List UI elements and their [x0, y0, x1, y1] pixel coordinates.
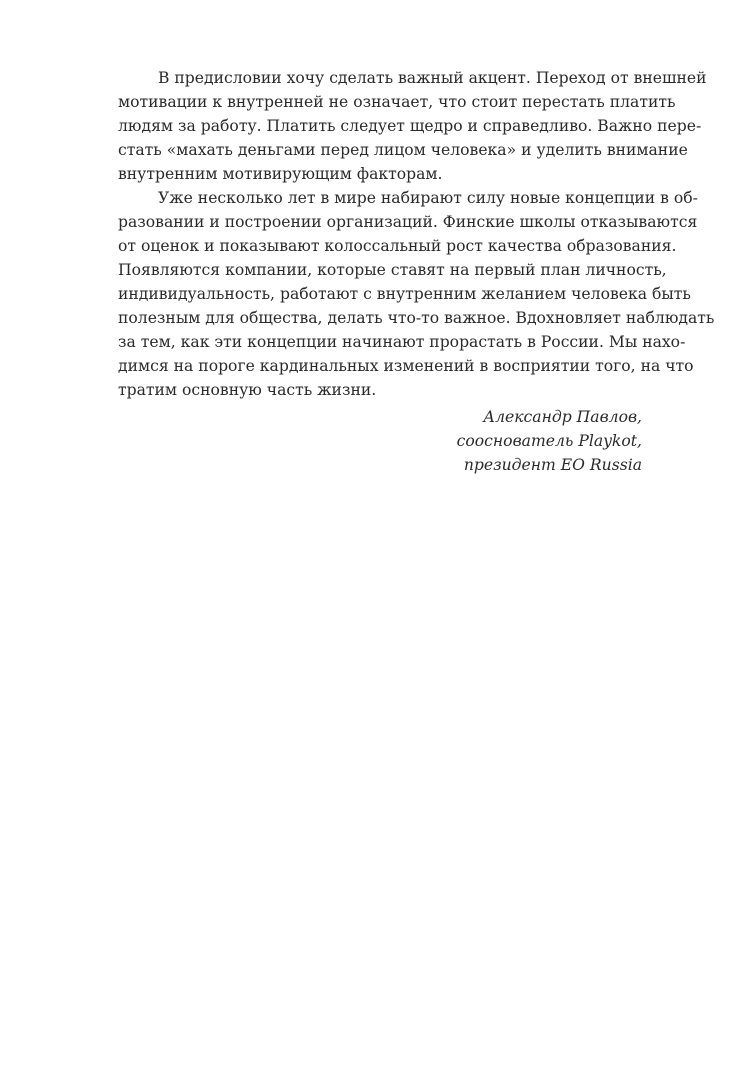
paragraph-line: Появляются компании, которые ставят на первый план личность, — [118, 261, 667, 279]
paragraph-2 — [118, 186, 715, 402]
paragraph-line: стать «махать деньгами перед лицом человека» и уделить внимание — [118, 141, 688, 159]
paragraph-line: от оценок и показывают колоссальный рост качества образования. — [118, 237, 677, 255]
paragraph-line: за тем, как эти концепции начинают прорастать в России. Мы нахо- — [118, 333, 686, 351]
paragraph-line: полезным для общества, делать что-то важное. Вдохновляет наблюдать — [118, 309, 715, 327]
paragraph-line: внутренним мотивирующим факторам. — [118, 165, 443, 183]
paragraph-line: димся на пороге кардинальных изменений в восприятии того, на что — [118, 357, 694, 375]
author-name: Александр Павлов, — [483, 408, 642, 426]
paragraph-line: разовании и построении организаций. Финские школы отказываются — [118, 213, 698, 231]
preface-body — [118, 66, 715, 402]
paragraph-line: индивидуальность, работают с внутренним желанием человека быть — [118, 285, 691, 303]
paragraph-line: мотивации к внутренней не означает, что стоит перестать платить — [118, 93, 676, 111]
author-signature — [457, 405, 642, 477]
paragraph-line: В предисловии хочу сделать важный акцент. Переход от внешней — [158, 69, 707, 87]
author-role: сооснователь Playkot, — [456, 432, 642, 450]
paragraph-line: людям за работу. Платить следует щедро и справедливо. Важно пере- — [118, 117, 702, 135]
author-title: президент EO Russia — [463, 456, 642, 474]
paragraph-line: Уже несколько лет в мире набирают силу новые концепции в об- — [158, 189, 698, 207]
paragraph-line: тратим основную часть жизни. — [118, 381, 377, 399]
paragraph-1 — [118, 66, 707, 186]
